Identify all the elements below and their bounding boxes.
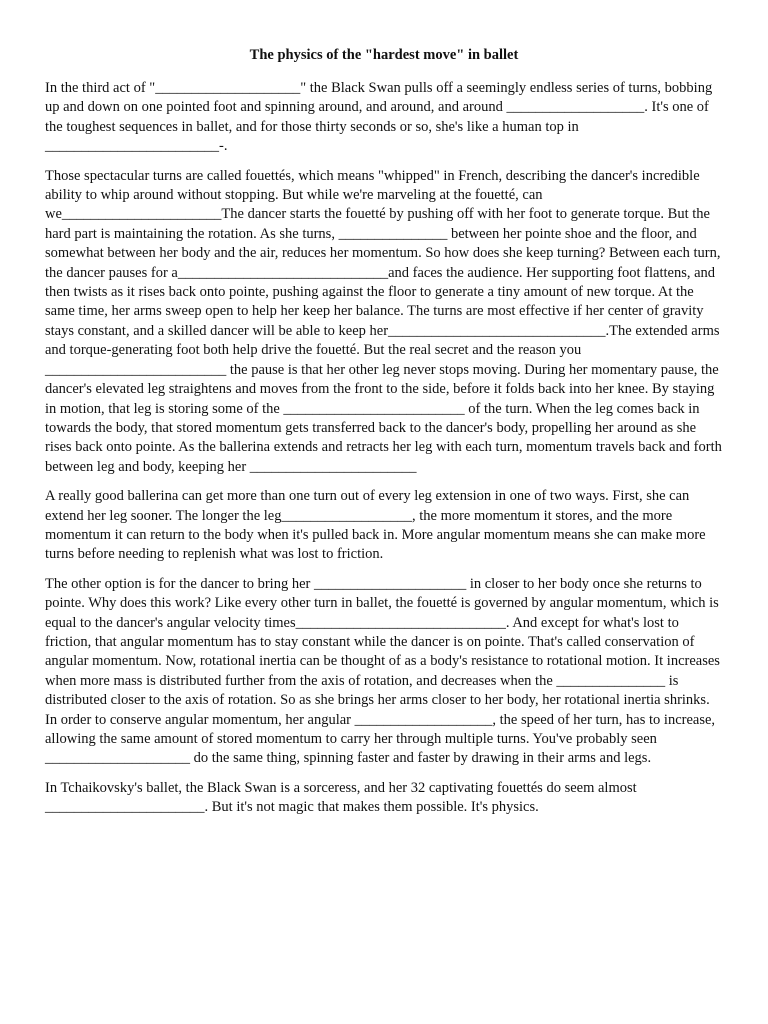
paragraph-fouette: Those spectacular turns are called fouettés, which means "whipped" in French, describing the dancer's incredible ability to whip around without stopping. But while we're marveling at the fouetté, can we______________________The dancer starts the fouetté by pushing off with her foot to generate torque. But the hard part is maintaining the rotation. As she turns, _______________ between her pointe shoe and the floor, and somewhat between her body and the air, reduces her momentum. So how does she keep turning? Between each turn, the dancer pauses for a_____________________________and faces the audience. Her supporting foot flattens, and then twists as it rises back onto pointe, pushing against the floor to generate a tiny amount of new torque. At the same time, her arms sweep open to help her keep her balance. The turns are most effective if her center of gravity stays constant, and a skilled dancer will be able to keep her______________________________.The extended arms and torque-generating foot both help drive the fouetté. But the real secret and the reason you _________________________ the pause is that her other leg never stops moving. During her momentary pause, the dancer's elevated leg straightens and moves from the front to the side, before it folds back into her knee. By staying in motion, that leg is storing some of the _________________________ of the turn. When the leg comes back in towards the body, that stored momentum gets transferred back to the dancer's body, propelling her around as she rises back onto pointe. As the ballerina extends and retracts her leg with each turn, momentum travels back and forth between leg and body, keeping her _______________________ bbox=[45, 167, 722, 475]
paragraph-conclusion: In Tchaikovsky's ballet, the Black Swan is a sorceress, and her 32 captivating fouettés do seem almost ______________________. But it's not magic that makes them possible. It's physics. bbox=[45, 779, 637, 816]
paragraph-leg-extension: A really good ballerina can get more than one turn out of every leg extension in one of two ways. First, she can extend her leg sooner. The longer the leg__________________, the more momentum it stores, and the more momentum it can return to the body when it's pulled back in. More angular momentum means she can make more turns before needing to replenish what was lost to friction. bbox=[45, 488, 706, 563]
document-title: The physics of the "hardest move" in ballet bbox=[249, 47, 519, 63]
paragraph-angular-momentum: The other option is for the dancer to bring her _____________________ in closer to her body once she returns to pointe. Why does this work? Like every other turn in ballet, the fouetté is governed by angular momentum, which is equal to the dancer's angular velocity times_____________________________. And except for what's lost to friction, that angular momentum has to stay constant while the dancer is on pointe. That's called conservation of angular momentum. Now, rotational inertia can be thought of as a body's resistance to rotational motion. It increases when more mass is distributed further from the axis of rotation, and decreases when the _______________ is distributed closer to the axis of rotation. So as she brings her arms closer to her body, her rotational inertia shrinks. In order to conserve angular momentum, her angular ___________________, the speed of her turn, has to increase, allowing the same amount of stored momentum to carry her through multiple turns. You've probably seen ____________________ do the same thing, spinning faster and faster by drawing in their arms and legs. bbox=[45, 575, 720, 767]
paragraph-intro: In the third act of "____________________" the Black Swan pulls off a seemingly endless series of turns, bobbing up and down on one pointed foot and spinning around, and around, and around ___________________. It's one of the toughest sequences in ballet, and for those thirty seconds or so, she's like a human top in ________________________-. bbox=[45, 80, 713, 155]
